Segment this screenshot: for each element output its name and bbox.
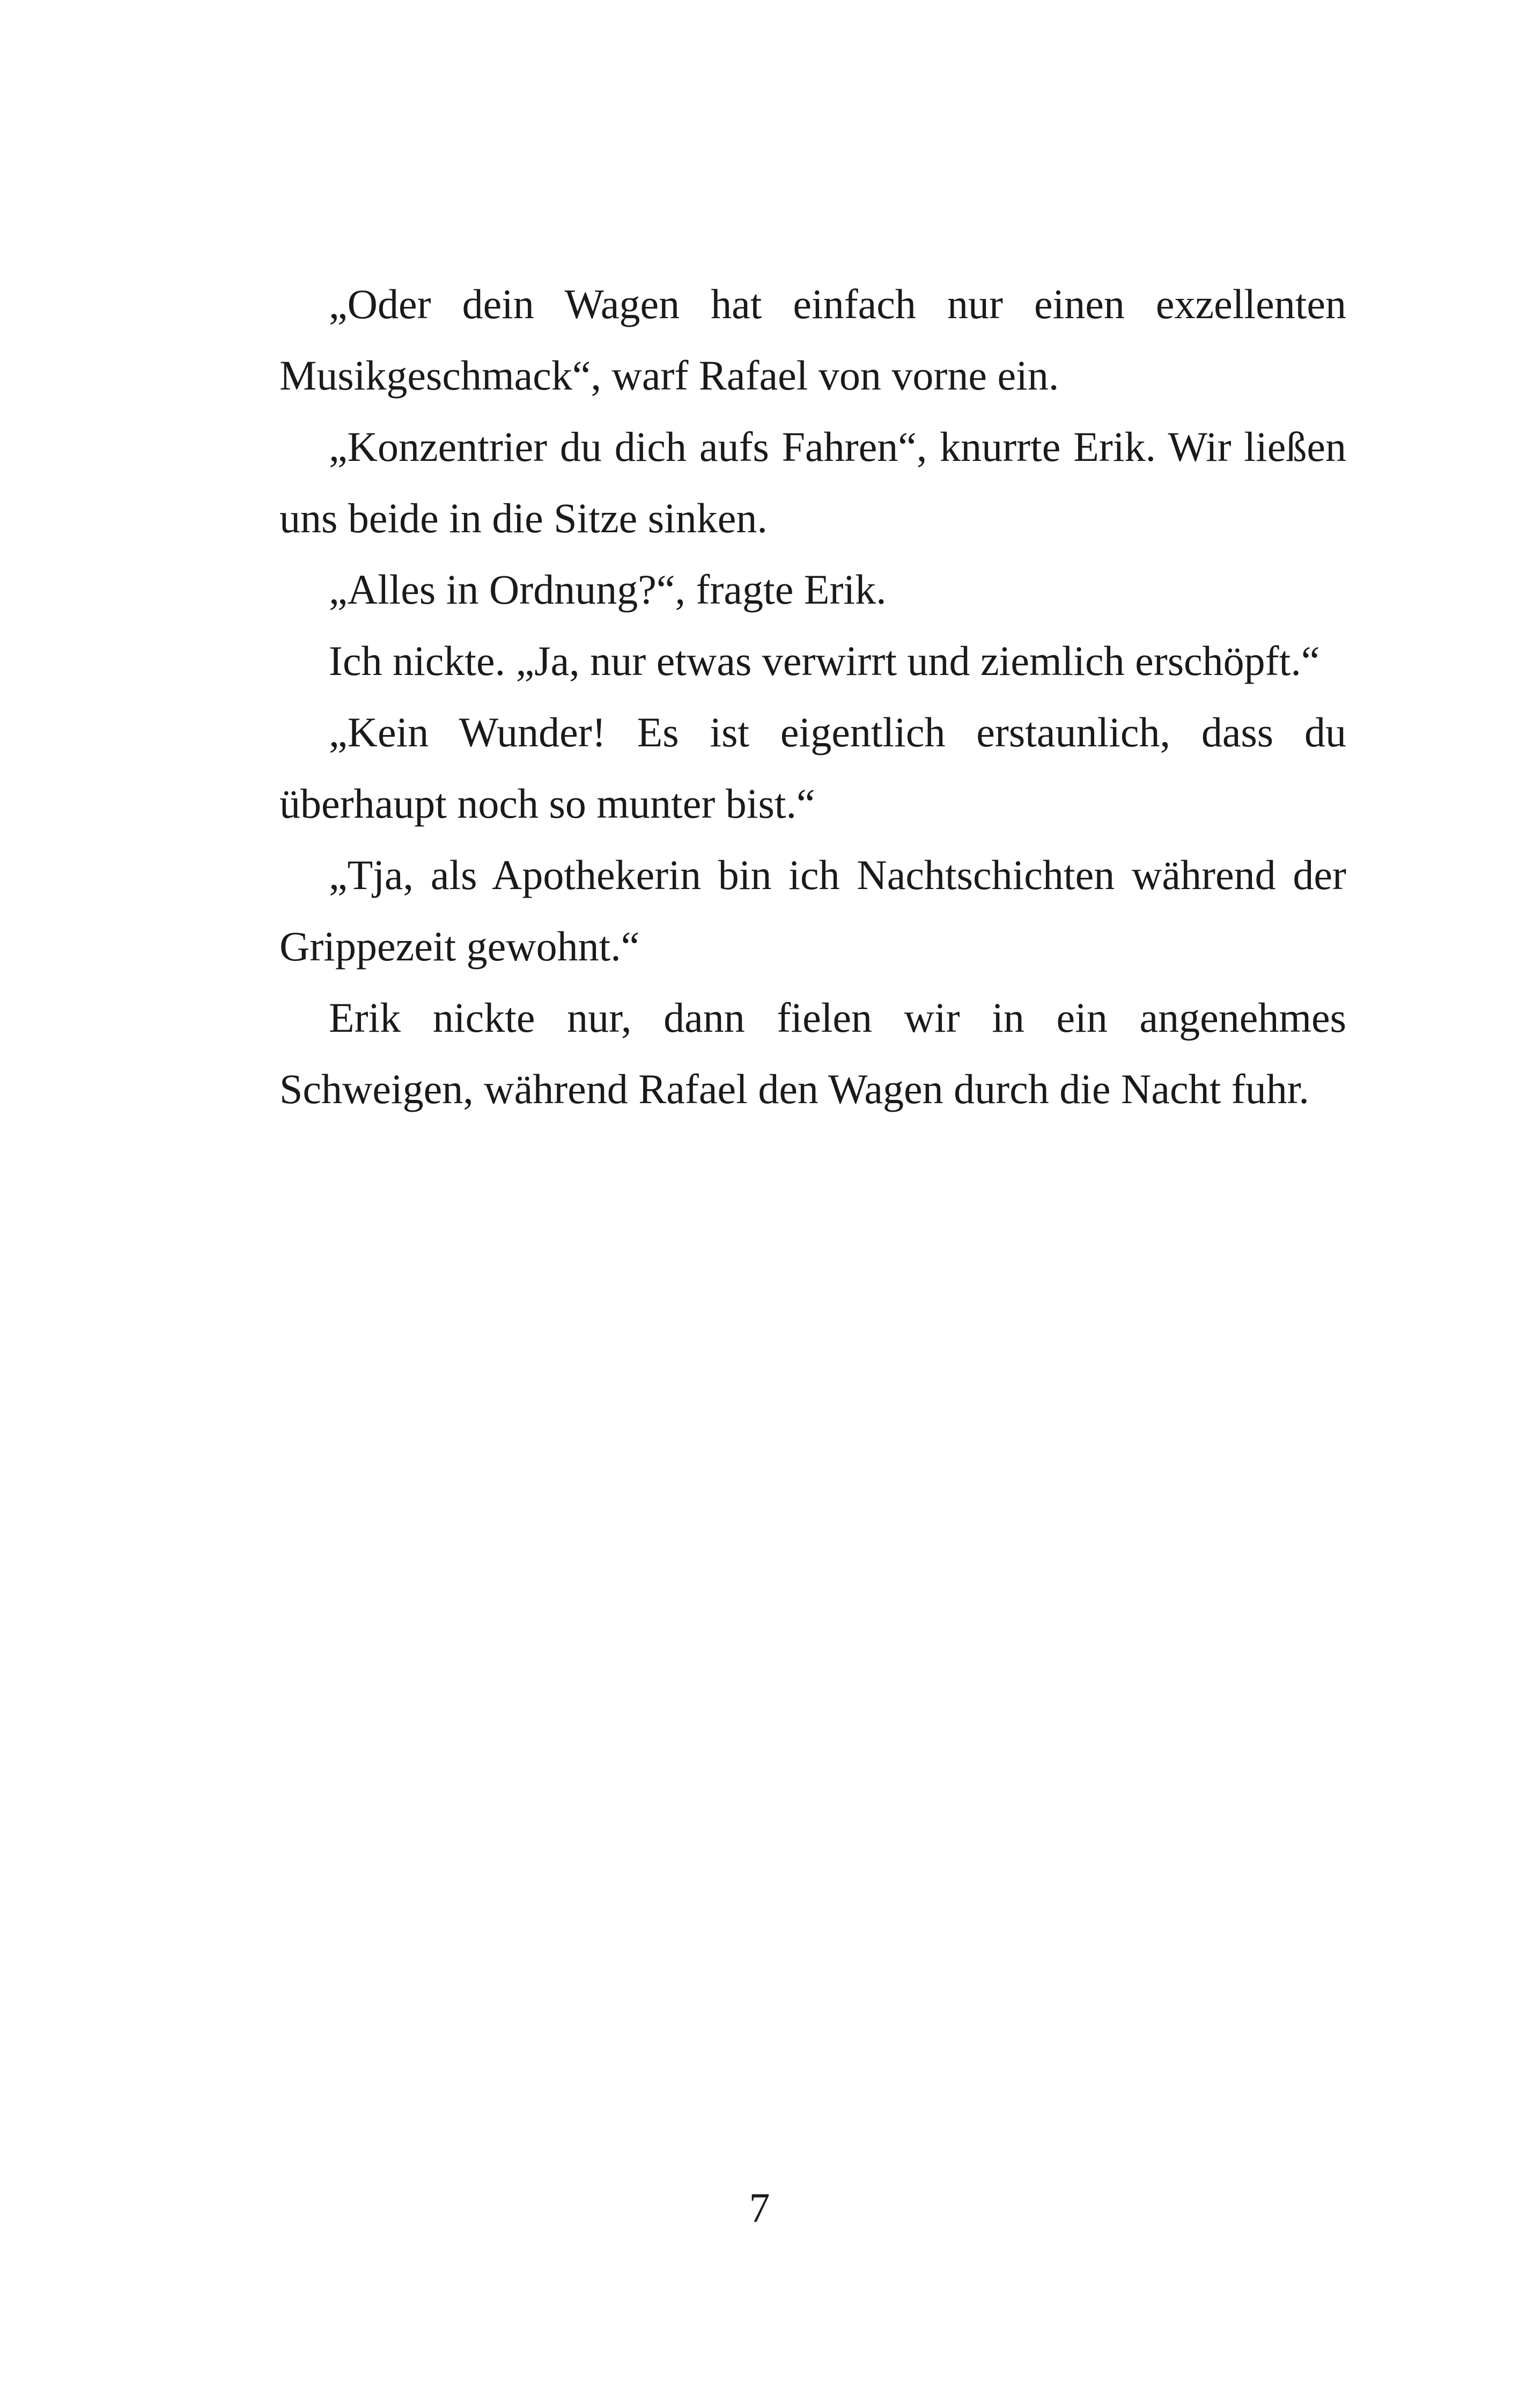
paragraph: Ich nickte. „Ja, nur etwas verwirrt und ziemlich erschöpft.“ [329,637,1320,684]
paragraph: „Konzentrier du dich aufs Fahren“, knurrte Erik. Wir ließen uns beide in die Sitze sinken. [279,423,1346,541]
paragraph: „Alles in Ordnung?“, fragte Erik. [329,566,887,613]
paragraph: Erik nickte nur, dann fielen wir in ein angenehmes Schweigen, während Rafael den Wagen durch die Nacht fuhr. [279,994,1346,1112]
paragraph: „Oder dein Wagen hat einfach nur einen exzellenten Musikgeschmack“, warf Rafael von vorne ein. [279,281,1346,399]
paragraph: „Tja, als Apothekerin bin ich Nachtschichten während der Grippezeit gewohnt.“ [279,851,1346,970]
page-number: 7 [749,2184,770,2231]
body-text [279,268,1346,1125]
paragraph: „Kein Wunder! Es ist eigentlich erstaunlich, dass du überhaupt noch so munter bist.“ [279,709,1346,827]
